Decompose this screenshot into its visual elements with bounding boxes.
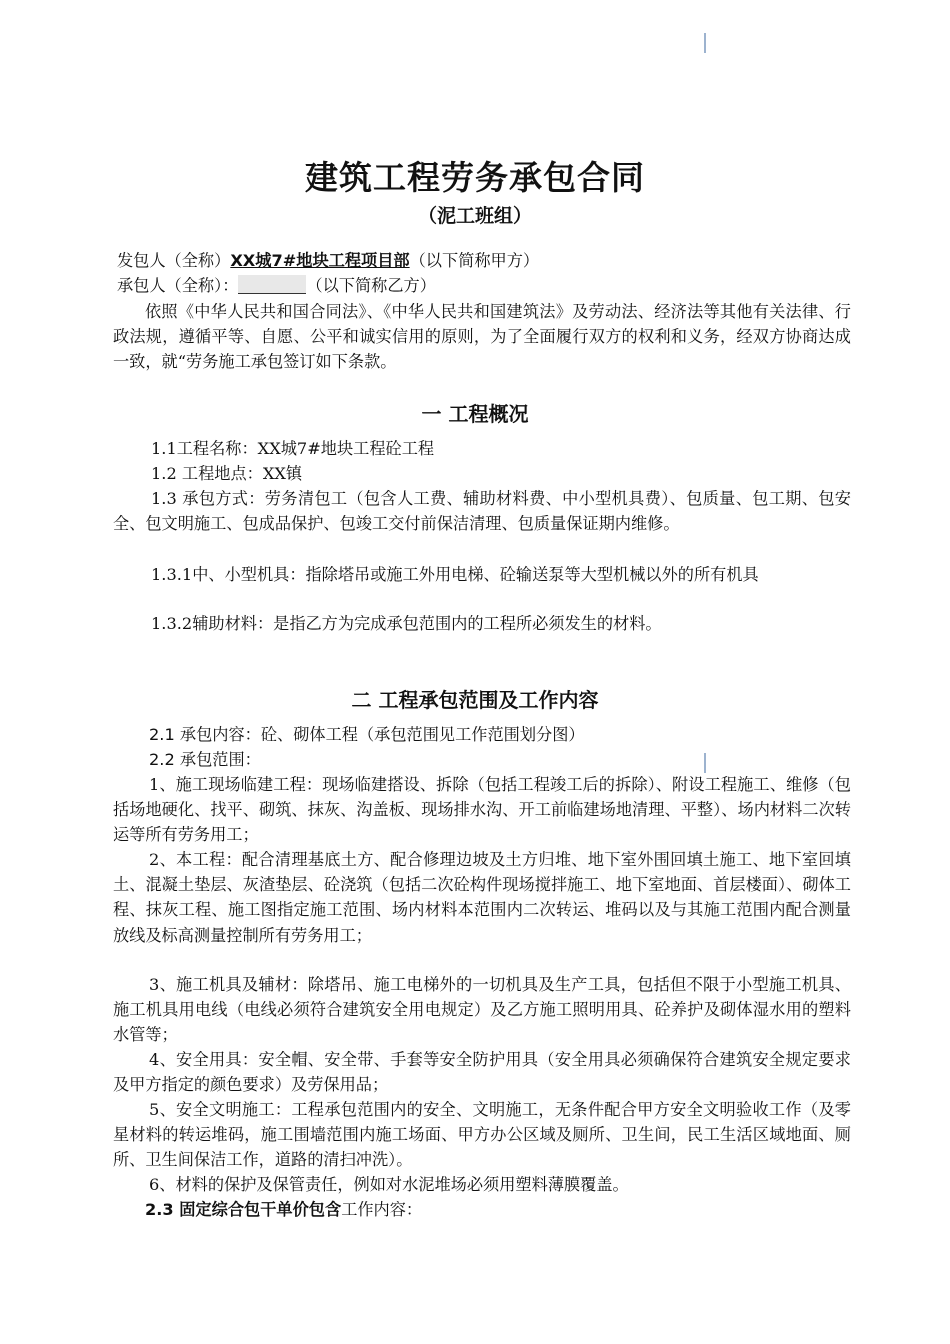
item-1-1: 1.1工程名称：XX城7#地块工程砼工程: [151, 439, 435, 458]
contractor-line: [117, 273, 436, 298]
item-2-3-bold: 2.3 固定综合包干单价包含: [145, 1200, 342, 1219]
scope-paragraph-3: 3、施工机具及辅材：除塔吊、施工电梯外的一切机具及生产工具，包括但不限于小型施工机具、施工机具用电线（电线必须符合建筑安全用电规定）及乙方施工照明用具、砼养护及砌体湿水用的塑料水管等；: [113, 975, 851, 1045]
text-cursor-mark: [704, 33, 706, 53]
employer-line: [117, 248, 539, 273]
item-1-3-2: 1.3.2辅助材料：是指乙方为完成承包范围内的工程所必须发生的材料。: [151, 614, 662, 633]
item-1-3-1: 1.3.1中、小型机具：指除塔吊或施工外用电梯、砼输送泵等大型机械以外的所有机具: [151, 565, 759, 584]
item-2-3: [145, 1197, 422, 1222]
item-1-3: 1.3 承包方式：劳务清包工（包含人工费、辅助材料费、中小型机具费）、包质量、包工期、包安全、包文明施工、包成品保护、包竣工交付前保洁清理、包质量保证期内维修。: [113, 489, 851, 534]
contractor-suffix: （以下简称乙方）: [306, 276, 436, 295]
contractor-name-field[interactable]: [238, 275, 306, 294]
document-title: 建筑工程劳务承包合同: [305, 158, 645, 197]
scope-paragraph-2: 2、本工程：配合清理基底土方、配合修理边坡及土方归堆、地下室外围回填土施工、地下室回填土、混凝土垫层、灰渣垫层、砼浇筑（包括二次砼构件现场搅拌施工、地下室地面、首层楼面）、砌体工程、抹灰工程、施工图指定施工范围、场内材料本范围内二次转运、堆码以及与其施工范围内配合测量放线及标高测量控制所有劳务用工；: [113, 850, 851, 945]
employer-prefix: 发包人（全称）: [117, 251, 231, 270]
scope-paragraph-4: 4、安全用具：安全帽、安全带、手套等安全防护用具（安全用具必须确保符合建筑安全规定要求及甲方指定的颜色要求）及劳保用品；: [113, 1050, 851, 1095]
section2-heading: 二 工程承包范围及工作内容: [351, 688, 599, 712]
contractor-prefix: 承包人（全称）：: [117, 276, 239, 295]
employer-name: XX城7#地块工程项目部: [230, 251, 410, 270]
item-2-1-number: 2.1: [149, 725, 175, 744]
item-2-3-rest: 工作内容：: [341, 1200, 423, 1219]
document-subtitle: （泥工班组）: [417, 205, 532, 227]
scope-paragraph-1: 1、施工现场临建工程：现场临建搭设、拆除（包括工程竣工后的拆除）、附设工程施工、维修（包括场地硬化、找平、砌筑、抹灰、沟盖板、现场排水沟、开工前临建场地清理、平整）、场内材料二次转运等所有劳务用工；: [113, 775, 851, 845]
item-2-2: [149, 747, 261, 772]
scope-paragraph-5: 5、安全文明施工：工程承包范围内的安全、文明施工，无条件配合甲方安全文明验收工作（及零星材料的转运堆码，施工围墙范围内施工场面、甲方办公区域及厕所、卫生间，民工生活区域地面、厕所、卫生间保洁工作，道路的清扫冲洗）。: [113, 1100, 851, 1170]
text-cursor-mark: [704, 753, 706, 773]
preamble-paragraph: 依照《中华人民共和国合同法》、《中华人民共和国建筑法》及劳动法、经济法等其他有关法律、行政法规，遵循平等、自愿、公平和诚实信用的原则，为了全面履行双方的权利和义务，经双方协商达成一致，就“劳务施工承包签订如下条款。: [113, 302, 851, 372]
item-2-1: [149, 722, 585, 747]
section1-heading: 一 工程概况: [421, 402, 529, 426]
item-2-2-number: 2.2: [149, 750, 175, 769]
item-1-2: 1.2 工程地点：XX镇: [151, 464, 303, 483]
item-2-1-text: 承包内容：砼、砌体工程（承包范围见工作范围划分图）: [174, 725, 585, 744]
scope-paragraph-6: 6、材料的保护及保管责任，例如对水泥堆场必须用塑料薄膜覆盖。: [149, 1175, 629, 1194]
employer-suffix: （以下简称甲方）: [409, 251, 540, 270]
item-2-2-text: 承包范围：: [174, 750, 261, 769]
